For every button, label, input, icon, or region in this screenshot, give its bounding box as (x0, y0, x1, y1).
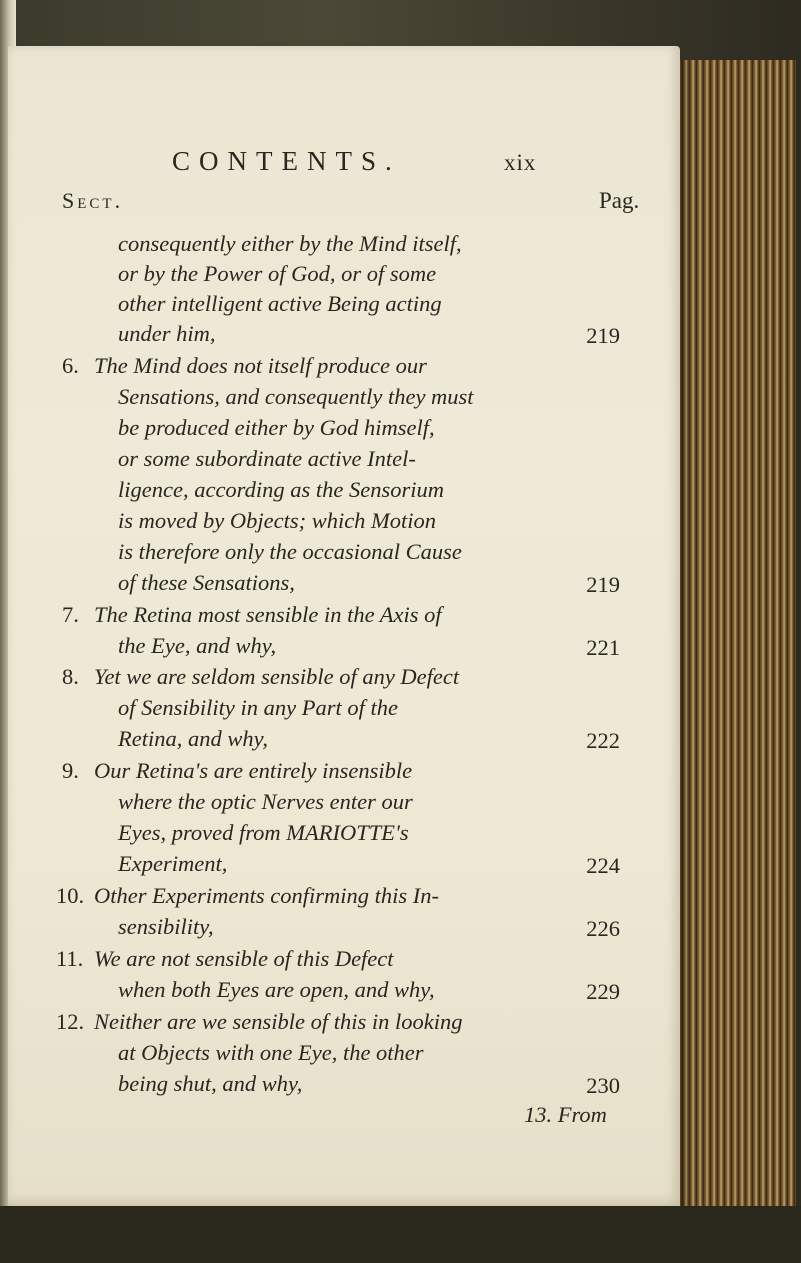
running-head: CONTENTS. (172, 146, 401, 176)
entry-line: the Eye, and why, (118, 633, 277, 658)
entry-line: where the optic Nerves enter our (118, 789, 413, 814)
entry-line: Retina, and why, (118, 726, 268, 751)
entry-line: of Sensibility in any Part of the (118, 695, 398, 720)
entry-line: The Mind does not itself produce our (94, 353, 427, 378)
entry-line: Our Retina's are entirely insensible (94, 758, 413, 783)
entry-line: being shut, and why, (118, 1071, 303, 1096)
entry-page-number: 229 (586, 979, 620, 1004)
page-fore-edge (676, 60, 796, 1210)
page-fore-edge-shadow (680, 60, 690, 1210)
entry-line: is moved by Objects; which Motion (118, 508, 437, 533)
entry-number: 7. (62, 602, 79, 627)
entry-line: or some subordinate active Intel- (118, 446, 416, 471)
entry-line: under him, (118, 321, 216, 346)
entry-number: 12. (56, 1009, 85, 1034)
entry-page-number: 219 (586, 572, 620, 597)
entry-page-number: 230 (586, 1073, 620, 1098)
entry-line: We are not sensible of this Defect (94, 946, 394, 971)
page-column-label: Pag. (599, 188, 640, 213)
entry-page-number: 226 (586, 916, 620, 941)
entry-number: 11. (56, 946, 84, 971)
entry-line: consequently either by the Mind itself, (118, 231, 462, 256)
entry-number: 9. (62, 758, 79, 783)
bottom-shadow (0, 1206, 801, 1263)
catchword: 13. From (524, 1102, 607, 1127)
entry-line: at Objects with one Eye, the other (118, 1040, 424, 1065)
entry-line: Sensations, and consequently they must (118, 384, 474, 409)
entry-line: Other Experiments confirming this In- (94, 883, 439, 908)
entry-page-number: 219 (586, 323, 620, 348)
entry-line: Neither are we sensible of this in looking (94, 1009, 463, 1034)
entry-page-number: 222 (586, 728, 620, 753)
entry-line: sensibility, (118, 914, 214, 939)
entry-line: is therefore only the occasional Cause (118, 539, 462, 564)
entry-page-number: 221 (586, 635, 620, 660)
entry-line: Eyes, proved from MARIOTTE's (118, 820, 409, 845)
entry-line: Yet we are seldom sensible of any Defect (94, 664, 460, 689)
entry-line: when both Eyes are open, and why, (118, 977, 435, 1002)
entry-line: of these Sensations, (118, 570, 295, 595)
entry-number: 10. (56, 883, 85, 908)
entry-number: 8. (62, 664, 79, 689)
entry-line: other intelligent active Being acting (118, 291, 442, 316)
sect-column-label: Sect. (62, 188, 124, 213)
entry-page-number: 224 (586, 853, 620, 878)
entry-line: The Retina most sensible in the Axis of (94, 602, 442, 627)
entry-line: ligence, according as the Sensorium (118, 477, 444, 502)
entry-line: Experiment, (118, 851, 228, 876)
page-folio: xix (504, 150, 537, 175)
entry-line: be produced either by God himself, (118, 415, 435, 440)
entry-number: 6. (62, 353, 79, 378)
entry-line: or by the Power of God, or of some (118, 261, 437, 286)
